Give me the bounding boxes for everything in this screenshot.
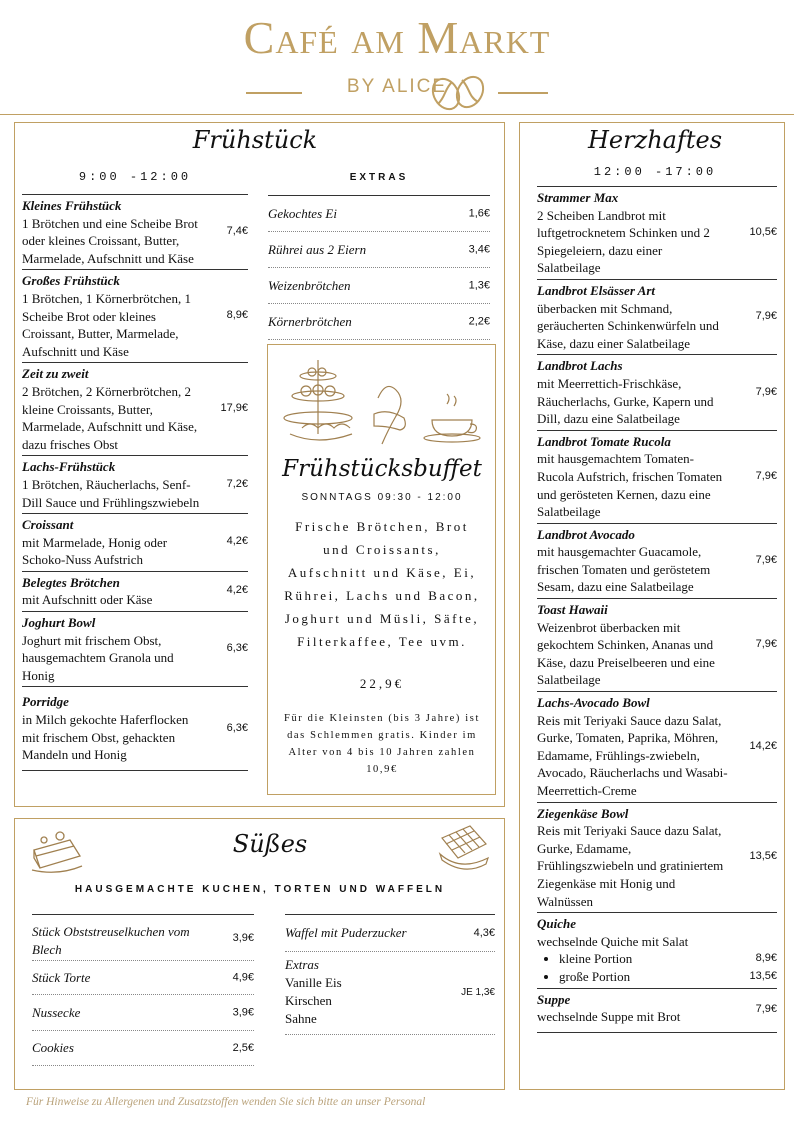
quiche-options	[537, 950, 777, 985]
waffel-extras	[285, 952, 495, 1035]
item-price: 4,2€	[226, 584, 248, 597]
buffet-title: Frühstücksbuffet	[282, 456, 482, 482]
extras-name: Rührei aus 2 Eiern	[268, 242, 367, 257]
item-desc: mit hausgemachtem Tomaten-Rucola Aufstrich, frischen Tomaten und gerösteten Kernen, dazu eine Salatbeilage	[537, 451, 723, 520]
item-desc: 1 Brötchen und eine Scheibe Brot oder kleines Croissant, Butter, Marmelade, Aufschnitt und Käse	[22, 215, 198, 266]
quiche-option-label: große Portion	[559, 968, 631, 984]
herzhaftes-list	[537, 186, 777, 1033]
menu-item	[537, 354, 777, 429]
menu-item	[537, 988, 777, 1033]
item-desc: wechselnde Suppe mit Brot	[537, 1009, 681, 1025]
dessert-name: Cookies	[32, 1040, 74, 1055]
item-name: Croissant	[22, 517, 74, 533]
item-desc: mit Aufschnitt oder Käse	[22, 592, 153, 608]
extras-item	[268, 268, 490, 304]
waffel-extras-price: JE 1,3€	[461, 987, 495, 998]
item-name: Lachs-Avocado Bowl	[537, 695, 650, 711]
suesses-title: Süßes	[232, 830, 308, 858]
suesses-subtitle: HAUSGEMACHTE KUCHEN, TORTEN UND WAFFELN	[74, 884, 446, 895]
menu-item	[22, 611, 248, 686]
extras-name: Gekochtes Ei	[268, 206, 337, 221]
item-price: 8,9€	[226, 309, 248, 322]
suesses-right-list	[285, 914, 495, 1035]
cake-icon	[30, 826, 84, 876]
dessert-name: Stück Torte	[32, 970, 91, 985]
item-price: 7,9€	[755, 469, 777, 482]
item-desc: 2 Brötchen, 2 Körnerbrötchen, 2 kleine Croissants, Butter, Marmelade, Aufschnitt und Käse, dazu frisches Obst	[22, 383, 198, 452]
fruehstueck-title: Frühstück	[192, 126, 318, 154]
item-name: Großes Frühstück	[22, 273, 120, 289]
item-desc: 2 Scheiben Landbrot mit luftgetrocknetem Schinken und 2 Spiegeleiern, dazu einer Salatbeilage	[537, 207, 710, 276]
item-name: Lachs-Frühstück	[22, 459, 116, 475]
extras-name: Weizenbrötchen	[268, 278, 351, 293]
menu-item	[22, 571, 248, 611]
waffel-extras-item: Vanille Eis	[285, 975, 342, 990]
extras-price: 1,6€	[468, 207, 490, 219]
herzhaftes-time: 12:00 -17:00	[593, 165, 717, 179]
item-name: Landbrot Lachs	[537, 358, 623, 374]
breakfast-illustration	[282, 354, 482, 448]
waffle-icon	[436, 822, 492, 874]
item-price: 7,9€	[755, 310, 777, 323]
item-price: 4,2€	[226, 535, 248, 548]
quiche-option	[559, 968, 777, 986]
menu-item	[537, 802, 777, 913]
item-name: Suppe	[537, 991, 571, 1007]
cafe-title: Café am Markt	[243, 12, 551, 63]
item-price: 7,9€	[755, 1003, 777, 1016]
item-name: Zeit zu zweit	[22, 366, 89, 382]
extras-price: 3,4€	[468, 243, 490, 255]
fruehstueck-list	[22, 194, 248, 771]
item-desc: mit Meerrettich-Frischkäse, Räucherlachs, Gurke, Kapern und Dill, dazu eine Salatbeilage	[537, 375, 714, 427]
menu-item	[22, 455, 248, 513]
item-name: Ziegenkäse Bowl	[537, 805, 629, 821]
waffel-item	[285, 915, 495, 952]
item-desc: 1 Brötchen, Räucherlachs, Senf-Dill Sauce und Frühlingszwiebeln	[22, 476, 200, 510]
extras-list	[268, 195, 490, 340]
menu-item	[537, 279, 777, 354]
waffel-extras-item: Kirschen	[285, 993, 332, 1008]
waffel-name: Waffel mit Puderzucker	[285, 925, 407, 940]
item-desc: mit Marmelade, Honig oder Schoko-Nuss Aufstrich	[22, 534, 168, 568]
item-desc: in Milch gekochte Haferflocken mit frischem Obst, gehackten Mandeln und Honig	[22, 712, 189, 763]
item-name: Belegtes Brötchen	[22, 574, 120, 590]
dessert-name: Nussecke	[32, 1005, 81, 1020]
dessert-item	[32, 1031, 254, 1066]
waffel-price: 4,3€	[473, 927, 495, 939]
quiche-option-price: 13,5€	[749, 969, 777, 982]
item-price: 13,5€	[749, 850, 777, 863]
item-name: Landbrot Avocado	[537, 526, 635, 542]
item-desc: überbacken mit Schmand, geräucherten Schinkenwürfeln und Käse, dazu einer Salatbeilage	[537, 300, 719, 351]
item-name: Strammer Max	[537, 190, 619, 205]
waffel-extras-label: Extras	[285, 957, 319, 972]
header-rule-right	[498, 92, 548, 94]
suesses-left-list	[32, 914, 254, 1066]
extras-name: Körnerbrötchen	[268, 314, 352, 329]
item-name: Toast Hawaii	[537, 602, 608, 618]
item-desc: Reis mit Teriyaki Sauce dazu Salat, Gurke, Edamame, Frühlingszwiebeln und gratiniertem Ziegenkäse mit Honig und Walnüssen	[537, 823, 724, 909]
item-desc: Joghurt mit frischem Obst, hausgemachtem Granola und Honig	[22, 632, 174, 683]
quiche-option-label: kleine Portion	[559, 951, 633, 967]
item-price: 6,3€	[226, 642, 248, 655]
item-price: 10,5€	[749, 226, 777, 239]
coffee-beans-icon	[428, 72, 488, 114]
item-price: 17,9€	[220, 402, 248, 415]
item-desc: 1 Brötchen, 1 Körnerbrötchen, 1 Scheibe Brot oder kleines Croissant, Butter, Marmelade, Aufschnitt und Käse	[22, 290, 191, 359]
header-separator	[0, 114, 794, 115]
dessert-price: 4,9€	[232, 971, 254, 983]
buffet-time: SONNTAGS 09:30 - 12:00	[301, 492, 463, 503]
item-price: 7,9€	[755, 638, 777, 651]
item-price: 7,4€	[226, 225, 248, 238]
item-name: Quiche	[537, 916, 576, 932]
buffet-price: 22,9€	[359, 676, 405, 691]
item-name: Landbrot Elsässer Art	[537, 282, 655, 298]
menu-item	[537, 186, 777, 279]
byline	[0, 76, 794, 98]
item-price: 6,3€	[226, 721, 248, 734]
dessert-price: 3,9€	[232, 931, 254, 944]
item-name: Joghurt Bowl	[22, 615, 96, 631]
extras-price: 1,3€	[468, 279, 490, 291]
extras-item	[268, 304, 490, 340]
extras-heading: EXTRAS	[349, 172, 409, 183]
menu-item	[22, 686, 248, 770]
dessert-item	[32, 915, 254, 961]
extras-price: 2,2€	[468, 315, 490, 327]
menu-item	[22, 269, 248, 362]
extras-item	[268, 232, 490, 268]
buffet-desc: Frische Brötchen, Brot und Croissants, Aufschnitt und Käse, Ei, Rührei, Lachs und Bacon, Joghurt und Müsli, Säfte, Filterkaffee, Tee uvm.	[284, 519, 480, 649]
fruehstueck-time: 9:00 -12:00	[78, 170, 192, 184]
item-price: 7,9€	[755, 554, 777, 567]
waffel-extras-item: Sahne	[285, 1011, 317, 1026]
menu-item	[22, 513, 248, 571]
menu-item	[537, 430, 777, 523]
allergen-footer: Für Hinweise zu Allergenen und Zusatzstoffen wenden Sie sich bitte an unser Personal	[26, 1096, 426, 1108]
dessert-name: Stück Obststreuselkuchen vom Blech	[32, 924, 190, 957]
quiche-option-price: 8,9€	[755, 952, 777, 965]
item-desc: mit hausgemachter Guacamole, frischen Tomaten und geröstetem Sesam, dazu eine Salatbeilage	[537, 544, 711, 595]
herzhaftes-title: Herzhaftes	[587, 126, 723, 154]
item-name: Landbrot Tomate Rucola	[537, 433, 671, 449]
menu-item	[22, 194, 248, 269]
dessert-price: 3,9€	[232, 1006, 254, 1018]
dessert-item	[32, 961, 254, 995]
item-name: Kleines Frühstück	[22, 198, 122, 213]
item-price: 7,9€	[755, 385, 777, 398]
dessert-price: 2,5€	[232, 1042, 254, 1054]
menu-item	[537, 691, 777, 802]
item-desc: Weizenbrot überbacken mit gekochtem Schinken, Ananas und Käse, dazu Preiselbeeren und eine Salatbeilage	[537, 619, 715, 688]
item-price: 14,2€	[749, 740, 777, 753]
menu-item	[537, 912, 777, 987]
quiche-option	[559, 950, 777, 968]
byline-text: BY ALICE	[346, 76, 448, 97]
buffet-note: Für die Kleinsten (bis 3 Jahre) ist das Schlemmen gratis. Kinder im Alter von 4 bis 10 Jahren zahlen 10,9€	[284, 713, 480, 775]
item-name: Porridge	[22, 694, 69, 710]
menu-item	[22, 362, 248, 455]
menu-item	[537, 598, 777, 691]
dessert-item	[32, 995, 254, 1031]
menu-item	[537, 523, 777, 598]
item-desc: wechselnde Quiche mit Salat	[537, 933, 689, 949]
item-desc: Reis mit Teriyaki Sauce dazu Salat, Gurke, Tomaten, Paprika, Möhren, Edamame, Frühlings-zwiebeln, Avocado, Räucherlachs und Wasabi-Meerrettich-Creme	[537, 712, 728, 798]
item-price: 7,2€	[226, 477, 248, 490]
extras-item	[268, 196, 490, 232]
